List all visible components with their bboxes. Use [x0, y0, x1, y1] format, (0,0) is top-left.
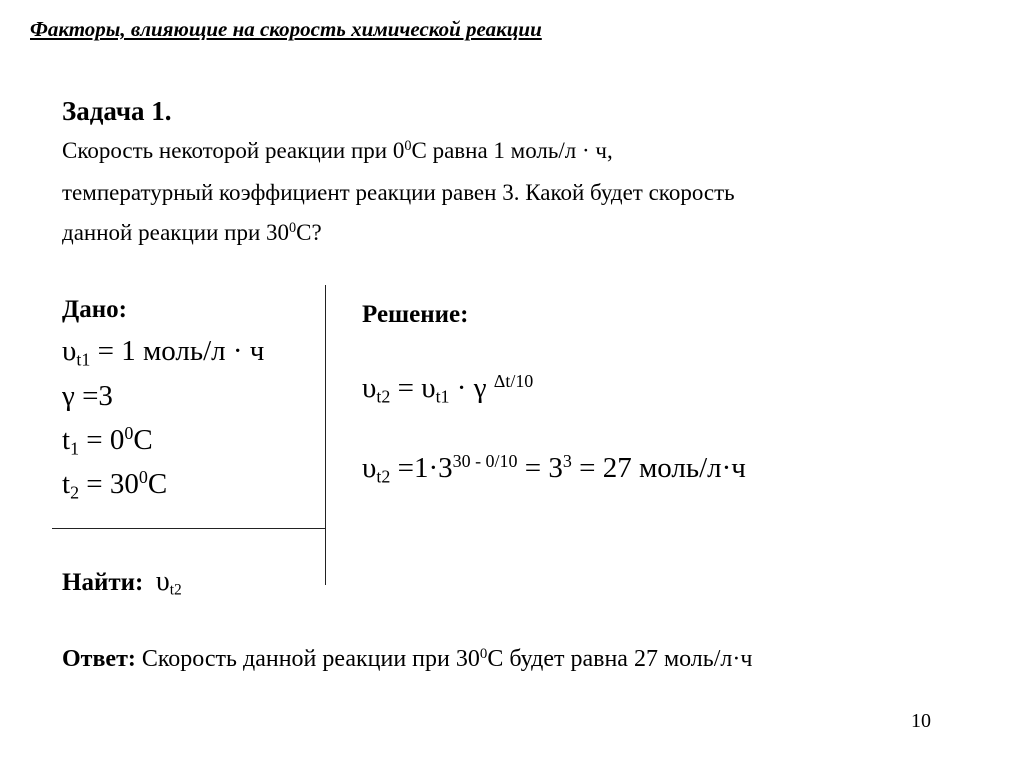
- answer-text-b: С будет равна 27 моль/л·ч: [487, 646, 753, 672]
- task-line-1-b: С равна 1 моль/л · ч,: [411, 138, 613, 163]
- t1-degree: 0: [124, 423, 134, 444]
- f1-rest: · γ: [449, 372, 494, 404]
- slide-header: Факторы, влияющие на скорость химической реакции: [30, 17, 542, 41]
- velocity-sub: t1: [76, 349, 91, 370]
- f2-b: = 3: [517, 452, 563, 484]
- f1-sub-t2: t2: [376, 386, 391, 407]
- t1-symbol: t: [62, 424, 71, 456]
- horizontal-divider: [52, 528, 326, 529]
- given-label: Дано:: [62, 296, 127, 323]
- given-t1: [62, 424, 153, 457]
- task-title: Задача 1.: [62, 96, 172, 126]
- t2-degree: 0: [138, 467, 148, 488]
- answer-line: [62, 646, 752, 673]
- given-gamma: γ =3: [62, 380, 113, 412]
- task-line-1-a: Скорость некоторой реакции при 0: [62, 138, 405, 163]
- f2-exponent-1: 30 - 0/10: [452, 451, 518, 472]
- given-t2: [62, 468, 167, 501]
- formula-2: [362, 452, 746, 485]
- task-line-3-a: данной реакции при 30: [62, 220, 290, 245]
- f2-a: =1·3: [390, 452, 453, 484]
- f2-velocity: υ: [362, 452, 377, 484]
- answer-label: Ответ:: [62, 646, 136, 672]
- t1-value: = 0: [79, 424, 125, 456]
- page-number: 10: [911, 710, 931, 732]
- solution-label: Решение:: [362, 301, 469, 328]
- find-label: Найти:: [62, 569, 144, 596]
- f2-exponent-2: 3: [562, 451, 572, 472]
- t1-sub: 1: [70, 438, 80, 459]
- t2-symbol: t: [62, 468, 71, 500]
- f1-velocity: υ: [362, 372, 377, 404]
- task-line-1: [62, 138, 613, 164]
- degree-sup: 0: [289, 220, 297, 237]
- task-line-3-b: С?: [296, 220, 322, 245]
- find-sub: t2: [169, 581, 182, 599]
- t2-value: = 30: [79, 468, 139, 500]
- velocity-value: = 1 моль/л · ч: [90, 335, 265, 367]
- vertical-divider: [325, 285, 326, 585]
- t1-unit: С: [133, 424, 153, 456]
- t2-sub: 2: [70, 482, 80, 503]
- find-line: [62, 566, 182, 598]
- velocity-symbol: υ: [62, 335, 77, 367]
- task-line-2: температурный коэффициент реакции равен 3. Какой будет скорость: [62, 180, 735, 205]
- find-velocity: υ: [155, 566, 170, 597]
- task-line-3: [62, 220, 322, 246]
- f1-exponent: Δt/10: [493, 371, 534, 392]
- answer-text-a: Скорость данной реакции при 30: [135, 646, 480, 672]
- f1-mid: = υ: [390, 372, 436, 404]
- f2-result: = 27 моль/л·ч: [571, 452, 746, 484]
- degree-sup: 0: [404, 138, 412, 155]
- f2-sub-t2: t2: [376, 466, 391, 487]
- f1-sub-t1: t1: [435, 386, 450, 407]
- formula-1: [362, 372, 533, 405]
- answer-degree: 0: [479, 645, 488, 662]
- given-velocity: [62, 335, 264, 368]
- t2-unit: С: [147, 468, 168, 500]
